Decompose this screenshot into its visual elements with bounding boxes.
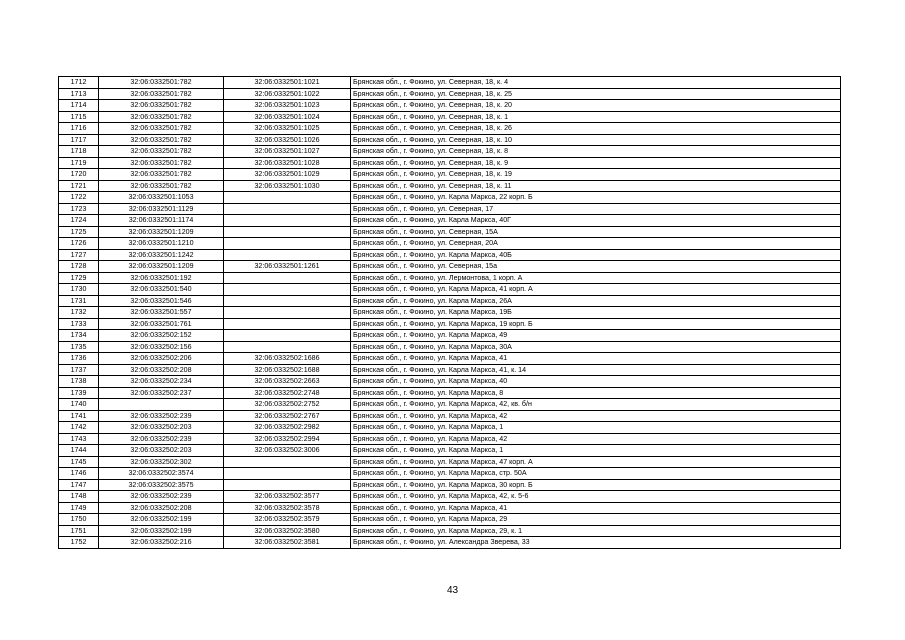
table-row <box>59 169 841 181</box>
address-cell: Брянская обл., г. Фокино, ул. Карла Маркса, стр. 50А <box>351 468 841 480</box>
object-cadastral-cell: 32:06:0332502:1688 <box>224 364 351 376</box>
table-row <box>59 100 841 112</box>
address-cell: Брянская обл., г. Фокино, ул. Северная, 17 <box>351 203 841 215</box>
object-cadastral-cell: 32:06:0332501:1025 <box>224 123 351 135</box>
object-cadastral-cell: 32:06:0332501:1021 <box>224 77 351 89</box>
row-number-cell: 1719 <box>59 157 99 169</box>
row-number-cell: 1739 <box>59 387 99 399</box>
parcel-cadastral-cell: 32:06:0332501:782 <box>99 88 224 100</box>
table-row <box>59 445 841 457</box>
object-cadastral-cell: 32:06:0332502:1686 <box>224 353 351 365</box>
row-number-cell: 1742 <box>59 422 99 434</box>
address-cell: Брянская обл., г. Фокино, ул. Северная, 18, к. 1 <box>351 111 841 123</box>
row-number-cell: 1734 <box>59 330 99 342</box>
table-row <box>59 387 841 399</box>
address-cell: Брянская обл., г. Фокино, ул. Карла Маркса, 42, кв. б/н <box>351 399 841 411</box>
parcel-cadastral-cell: 32:06:0332501:1174 <box>99 215 224 227</box>
row-number-cell: 1723 <box>59 203 99 215</box>
table-row <box>59 525 841 537</box>
object-cadastral-cell: 32:06:0332502:3006 <box>224 445 351 457</box>
address-cell: Брянская обл., г. Фокино, ул. Карла Маркса, 19Б <box>351 307 841 319</box>
row-number-cell: 1737 <box>59 364 99 376</box>
row-number-cell: 1752 <box>59 537 99 549</box>
row-number-cell: 1736 <box>59 353 99 365</box>
address-cell: Брянская обл., г. Фокино, ул. Карла Маркса, 1 <box>351 422 841 434</box>
row-number-cell: 1751 <box>59 525 99 537</box>
address-cell: Брянская обл., г. Фокино, ул. Карла Маркса, 49 <box>351 330 841 342</box>
address-cell: Брянская обл., г. Фокино, ул. Карла Маркса, 41, к. 14 <box>351 364 841 376</box>
row-number-cell: 1731 <box>59 295 99 307</box>
object-cadastral-cell: 32:06:0332502:3577 <box>224 491 351 503</box>
parcel-cadastral-cell: 32:06:0332502:203 <box>99 422 224 434</box>
table-row <box>59 284 841 296</box>
address-cell: Брянская обл., г. Фокино, ул. Карла Маркса, 22 корп. Б <box>351 192 841 204</box>
row-number-cell: 1720 <box>59 169 99 181</box>
table-row <box>59 203 841 215</box>
object-cadastral-cell <box>224 479 351 491</box>
row-number-cell: 1745 <box>59 456 99 468</box>
table-row <box>59 272 841 284</box>
object-cadastral-cell: 32:06:0332502:2748 <box>224 387 351 399</box>
row-number-cell: 1713 <box>59 88 99 100</box>
object-cadastral-cell: 32:06:0332501:1028 <box>224 157 351 169</box>
object-cadastral-cell <box>224 272 351 284</box>
row-number-cell: 1747 <box>59 479 99 491</box>
object-cadastral-cell <box>224 249 351 261</box>
address-cell: Брянская обл., г. Фокино, ул. Карла Маркса, 26А <box>351 295 841 307</box>
row-number-cell: 1743 <box>59 433 99 445</box>
address-cell: Брянская обл., г. Фокино, ул. Северная, 15а <box>351 261 841 273</box>
address-cell: Брянская обл., г. Фокино, ул. Карла Маркса, 41 <box>351 502 841 514</box>
table-row <box>59 456 841 468</box>
parcel-cadastral-cell: 32:06:0332502:208 <box>99 364 224 376</box>
row-number-cell: 1732 <box>59 307 99 319</box>
table-row <box>59 364 841 376</box>
address-cell: Брянская обл., г. Фокино, ул. Карла Маркса, 42, к. 5-6 <box>351 491 841 503</box>
object-cadastral-cell: 32:06:0332502:2752 <box>224 399 351 411</box>
object-cadastral-cell: 32:06:0332501:1024 <box>224 111 351 123</box>
row-number-cell: 1728 <box>59 261 99 273</box>
address-cell: Брянская обл., г. Фокино, ул. Северная, 18, к. 11 <box>351 180 841 192</box>
parcel-cadastral-cell: 32:06:0332502:216 <box>99 537 224 549</box>
parcel-cadastral-cell: 32:06:0332501:1210 <box>99 238 224 250</box>
object-cadastral-cell: 32:06:0332501:1027 <box>224 146 351 158</box>
address-cell: Брянская обл., г. Фокино, ул. Карла Маркса, 47 корп. А <box>351 456 841 468</box>
table-row <box>59 514 841 526</box>
row-number-cell: 1716 <box>59 123 99 135</box>
object-cadastral-cell: 32:06:0332501:1026 <box>224 134 351 146</box>
table-row <box>59 77 841 89</box>
table-row <box>59 330 841 342</box>
row-number-cell: 1729 <box>59 272 99 284</box>
object-cadastral-cell: 32:06:0332501:1029 <box>224 169 351 181</box>
object-cadastral-cell <box>224 226 351 238</box>
object-cadastral-cell: 32:06:0332501:1022 <box>224 88 351 100</box>
parcel-cadastral-cell: 32:06:0332501:782 <box>99 123 224 135</box>
row-number-cell: 1722 <box>59 192 99 204</box>
table-row <box>59 134 841 146</box>
row-number-cell: 1715 <box>59 111 99 123</box>
table-row <box>59 226 841 238</box>
table-body <box>59 77 841 549</box>
table-row <box>59 318 841 330</box>
parcel-cadastral-cell: 32:06:0332501:761 <box>99 318 224 330</box>
parcel-cadastral-cell: 32:06:0332501:540 <box>99 284 224 296</box>
parcel-cadastral-cell: 32:06:0332502:302 <box>99 456 224 468</box>
row-number-cell: 1748 <box>59 491 99 503</box>
address-cell: Брянская обл., г. Фокино, ул. Карла Маркса, 30 корп. Б <box>351 479 841 491</box>
row-number-cell: 1727 <box>59 249 99 261</box>
object-cadastral-cell: 32:06:0332502:3579 <box>224 514 351 526</box>
parcel-cadastral-cell: 32:06:0332501:782 <box>99 77 224 89</box>
row-number-cell: 1717 <box>59 134 99 146</box>
parcel-cadastral-cell: 32:06:0332501:1053 <box>99 192 224 204</box>
row-number-cell: 1735 <box>59 341 99 353</box>
row-number-cell: 1724 <box>59 215 99 227</box>
table-row <box>59 192 841 204</box>
parcel-cadastral-cell: 32:06:0332502:199 <box>99 525 224 537</box>
address-cell: Брянская обл., г. Фокино, ул. Лермонтова, 1 корп. А <box>351 272 841 284</box>
row-number-cell: 1741 <box>59 410 99 422</box>
table-row <box>59 111 841 123</box>
object-cadastral-cell <box>224 215 351 227</box>
address-cell: Брянская обл., г. Фокино, ул. Карла Маркса, 29, к. 1 <box>351 525 841 537</box>
parcel-cadastral-cell: 32:06:0332502:3574 <box>99 468 224 480</box>
parcel-cadastral-cell: 32:06:0332501:1242 <box>99 249 224 261</box>
address-cell: Брянская обл., г. Фокино, ул. Северная, 18, к. 26 <box>351 123 841 135</box>
parcel-cadastral-cell: 32:06:0332502:239 <box>99 433 224 445</box>
object-cadastral-cell: 32:06:0332501:1023 <box>224 100 351 112</box>
object-cadastral-cell: 32:06:0332502:2767 <box>224 410 351 422</box>
object-cadastral-cell <box>224 238 351 250</box>
row-number-cell: 1749 <box>59 502 99 514</box>
object-cadastral-cell <box>224 341 351 353</box>
table-row <box>59 123 841 135</box>
object-cadastral-cell <box>224 330 351 342</box>
address-cell: Брянская обл., г. Фокино, ул. Северная, 18, к. 19 <box>351 169 841 181</box>
table-row <box>59 307 841 319</box>
table-row <box>59 215 841 227</box>
table-row <box>59 238 841 250</box>
parcel-cadastral-cell: 32:06:0332502:199 <box>99 514 224 526</box>
address-cell: Брянская обл., г. Фокино, ул. Карла Маркса, 1 <box>351 445 841 457</box>
table-row <box>59 261 841 273</box>
parcel-cadastral-cell: 32:06:0332501:192 <box>99 272 224 284</box>
table-row <box>59 422 841 434</box>
address-cell: Брянская обл., г. Фокино, ул. Карла Маркса, 40 <box>351 376 841 388</box>
address-cell: Брянская обл., г. Фокино, ул. Северная, 18, к. 8 <box>351 146 841 158</box>
table-row <box>59 399 841 411</box>
object-cadastral-cell: 32:06:0332502:3581 <box>224 537 351 549</box>
object-cadastral-cell: 32:06:0332501:1261 <box>224 261 351 273</box>
address-cell: Брянская обл., г. Фокино, ул. Карла Маркса, 42 <box>351 410 841 422</box>
property-table <box>58 76 841 549</box>
address-cell: Брянская обл., г. Фокино, ул. Карла Маркса, 30А <box>351 341 841 353</box>
address-cell: Брянская обл., г. Фокино, ул. Северная, 18, к. 20 <box>351 100 841 112</box>
parcel-cadastral-cell <box>99 399 224 411</box>
object-cadastral-cell <box>224 295 351 307</box>
address-cell: Брянская обл., г. Фокино, ул. Карла Маркса, 19 корп. Б <box>351 318 841 330</box>
row-number-cell: 1744 <box>59 445 99 457</box>
object-cadastral-cell: 32:06:0332502:2663 <box>224 376 351 388</box>
row-number-cell: 1714 <box>59 100 99 112</box>
table-row <box>59 249 841 261</box>
table-row <box>59 468 841 480</box>
object-cadastral-cell <box>224 203 351 215</box>
table-row <box>59 353 841 365</box>
table-row <box>59 479 841 491</box>
row-number-cell: 1740 <box>59 399 99 411</box>
address-cell: Брянская обл., г. Фокино, ул. Северная, 18, к. 4 <box>351 77 841 89</box>
parcel-cadastral-cell: 32:06:0332502:3575 <box>99 479 224 491</box>
table-row <box>59 157 841 169</box>
table-row <box>59 341 841 353</box>
table-row <box>59 410 841 422</box>
table-row <box>59 537 841 549</box>
parcel-cadastral-cell: 32:06:0332502:203 <box>99 445 224 457</box>
address-cell: Брянская обл., г. Фокино, ул. Карла Маркса, 40Б <box>351 249 841 261</box>
object-cadastral-cell <box>224 192 351 204</box>
parcel-cadastral-cell: 32:06:0332501:782 <box>99 146 224 158</box>
object-cadastral-cell: 32:06:0332502:3578 <box>224 502 351 514</box>
row-number-cell: 1733 <box>59 318 99 330</box>
page-number: 43 <box>446 585 459 596</box>
parcel-cadastral-cell: 32:06:0332502:237 <box>99 387 224 399</box>
row-number-cell: 1725 <box>59 226 99 238</box>
object-cadastral-cell <box>224 318 351 330</box>
parcel-cadastral-cell: 32:06:0332501:546 <box>99 295 224 307</box>
row-number-cell: 1721 <box>59 180 99 192</box>
address-cell: Брянская обл., г. Фокино, ул. Северная, 18, к. 9 <box>351 157 841 169</box>
address-cell: Брянская обл., г. Фокино, ул. Северная, 15А <box>351 226 841 238</box>
parcel-cadastral-cell: 32:06:0332502:156 <box>99 341 224 353</box>
address-cell: Брянская обл., г. Фокино, ул. Карла Маркса, 40Г <box>351 215 841 227</box>
address-cell: Брянская обл., г. Фокино, ул. Карла Маркса, 8 <box>351 387 841 399</box>
parcel-cadastral-cell: 32:06:0332501:782 <box>99 157 224 169</box>
address-cell: Брянская обл., г. Фокино, ул. Карла Маркса, 41 <box>351 353 841 365</box>
address-cell: Брянская обл., г. Фокино, ул. Северная, 20А <box>351 238 841 250</box>
row-number-cell: 1746 <box>59 468 99 480</box>
address-cell: Брянская обл., г. Фокино, ул. Северная, 18, к. 10 <box>351 134 841 146</box>
table-row <box>59 88 841 100</box>
parcel-cadastral-cell: 32:06:0332502:206 <box>99 353 224 365</box>
table-row <box>59 180 841 192</box>
address-cell: Брянская обл., г. Фокино, ул. Александра Зверева, 33 <box>351 537 841 549</box>
table-row <box>59 491 841 503</box>
table-row <box>59 502 841 514</box>
row-number-cell: 1738 <box>59 376 99 388</box>
table-row <box>59 433 841 445</box>
parcel-cadastral-cell: 32:06:0332502:152 <box>99 330 224 342</box>
row-number-cell: 1730 <box>59 284 99 296</box>
address-cell: Брянская обл., г. Фокино, ул. Карла Маркса, 29 <box>351 514 841 526</box>
object-cadastral-cell <box>224 468 351 480</box>
parcel-cadastral-cell: 32:06:0332501:782 <box>99 180 224 192</box>
parcel-cadastral-cell: 32:06:0332502:208 <box>99 502 224 514</box>
parcel-cadastral-cell: 32:06:0332501:782 <box>99 169 224 181</box>
object-cadastral-cell <box>224 284 351 296</box>
parcel-cadastral-cell: 32:06:0332501:782 <box>99 111 224 123</box>
object-cadastral-cell: 32:06:0332502:3580 <box>224 525 351 537</box>
parcel-cadastral-cell: 32:06:0332501:1209 <box>99 261 224 273</box>
parcel-cadastral-cell: 32:06:0332501:557 <box>99 307 224 319</box>
row-number-cell: 1750 <box>59 514 99 526</box>
object-cadastral-cell <box>224 307 351 319</box>
object-cadastral-cell: 32:06:0332502:2994 <box>224 433 351 445</box>
table-row <box>59 376 841 388</box>
parcel-cadastral-cell: 32:06:0332501:782 <box>99 100 224 112</box>
parcel-cadastral-cell: 32:06:0332501:1209 <box>99 226 224 238</box>
address-cell: Брянская обл., г. Фокино, ул. Северная, 18, к. 25 <box>351 88 841 100</box>
parcel-cadastral-cell: 32:06:0332501:782 <box>99 134 224 146</box>
object-cadastral-cell: 32:06:0332501:1030 <box>224 180 351 192</box>
address-cell: Брянская обл., г. Фокино, ул. Карла Маркса, 42 <box>351 433 841 445</box>
row-number-cell: 1718 <box>59 146 99 158</box>
parcel-cadastral-cell: 32:06:0332502:234 <box>99 376 224 388</box>
object-cadastral-cell <box>224 456 351 468</box>
address-cell: Брянская обл., г. Фокино, ул. Карла Маркса, 41 корп. А <box>351 284 841 296</box>
table-row <box>59 146 841 158</box>
table-row <box>59 295 841 307</box>
row-number-cell: 1726 <box>59 238 99 250</box>
parcel-cadastral-cell: 32:06:0332502:239 <box>99 410 224 422</box>
object-cadastral-cell: 32:06:0332502:2982 <box>224 422 351 434</box>
parcel-cadastral-cell: 32:06:0332502:239 <box>99 491 224 503</box>
parcel-cadastral-cell: 32:06:0332501:1129 <box>99 203 224 215</box>
row-number-cell: 1712 <box>59 77 99 89</box>
